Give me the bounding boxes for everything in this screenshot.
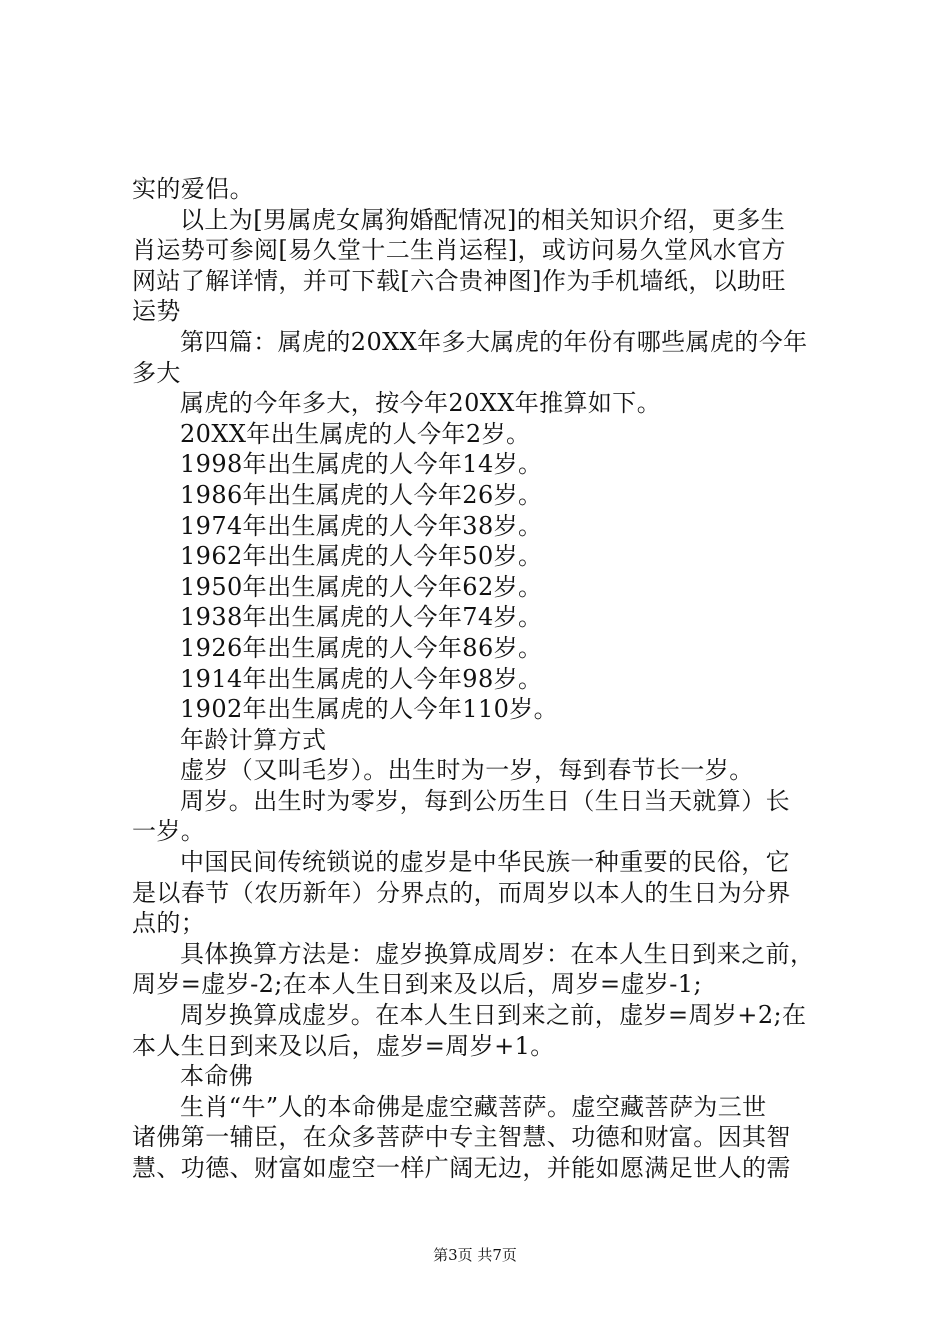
text-line: 具体换算方法是：虚岁换算成周岁：在本人生日到来之前， [180, 939, 815, 968]
text-line: 第四篇：属虎的20XX年多大属虎的年份有哪些属虎的今年 [180, 327, 808, 356]
text-line: 点的； [132, 909, 206, 938]
text-line: 一岁。 [132, 817, 206, 846]
text-line: 1962年出生属虎的人今年50岁。 [180, 542, 543, 571]
text-line: 实的爱侣。 [132, 175, 254, 203]
text-line: 虚岁（又叫毛岁）。出生时为一岁，每到春节长一岁。 [180, 756, 754, 785]
text-line: 1938年出生属虎的人今年74岁。 [180, 603, 543, 632]
text-line: 本人生日到来及以后，虚岁=周岁+1。 [132, 1031, 555, 1060]
text-line: 1926年出生属虎的人今年86岁。 [180, 633, 543, 662]
text-line: 肖运势可参阅[易久堂十二生肖运程]，或访问易久堂风水官方 [132, 236, 786, 265]
text-line: 1902年出生属虎的人今年110岁。 [180, 695, 559, 724]
text-line: 20XX年出生属虎的人今年2岁。 [180, 419, 531, 448]
text-line: 1986年出生属虎的人今年26岁。 [180, 480, 543, 509]
text-line: 1914年出生属虎的人今年98岁。 [180, 664, 543, 693]
text-line: 是以春节（农历新年）分界点的，而周岁以本人的生日为分界 [132, 878, 791, 907]
text-line: 1974年出生属虎的人今年38岁。 [180, 511, 543, 540]
text-line: 运势 [132, 297, 181, 326]
text-line: 本命佛 [180, 1062, 254, 1091]
text-line: 周岁。出生时为零岁，每到公历生日（生日当天就算）长 [180, 786, 790, 815]
text-line: 诸佛第一辅臣，在众多菩萨中专主智慧、功德和财富。因其智 [132, 1123, 791, 1152]
text-line: 年龄计算方式 [180, 725, 327, 754]
text-line: 网站了解详情，并可下载[六合贵神图]作为手机墙纸，以助旺 [132, 266, 786, 295]
text-line: 以上为[男属虎女属狗婚配情况]的相关知识介绍，更多生 [180, 205, 786, 234]
text-line: 周岁=虚岁-2;在本人生日到来及以后，周岁=虚岁-1; [132, 970, 702, 999]
page-footer: 第3页 共7页 [433, 1246, 517, 1264]
text-line: 中国民间传统锁说的虚岁是中华民族一种重要的民俗，它 [180, 848, 790, 877]
text-line: 多大 [132, 358, 181, 387]
document-body [132, 174, 832, 1184]
text-line: 1950年出生属虎的人今年62岁。 [180, 572, 543, 601]
text-line: 慧、功德、财富如虚空一样广阔无边，并能如愿满足世人的需 [132, 1154, 791, 1182]
text-line: 1998年出生属虎的人今年14岁。 [180, 450, 543, 479]
text-line: 属虎的今年多大，按今年20XX年推算如下。 [180, 389, 662, 418]
text-line: 生肖“牛”人的本命佛是虚空藏菩萨。虚空藏菩萨为三世 [180, 1092, 767, 1121]
text-line: 周岁换算成虚岁。在本人生日到来之前，虚岁=周岁+2;在 [180, 1001, 807, 1030]
